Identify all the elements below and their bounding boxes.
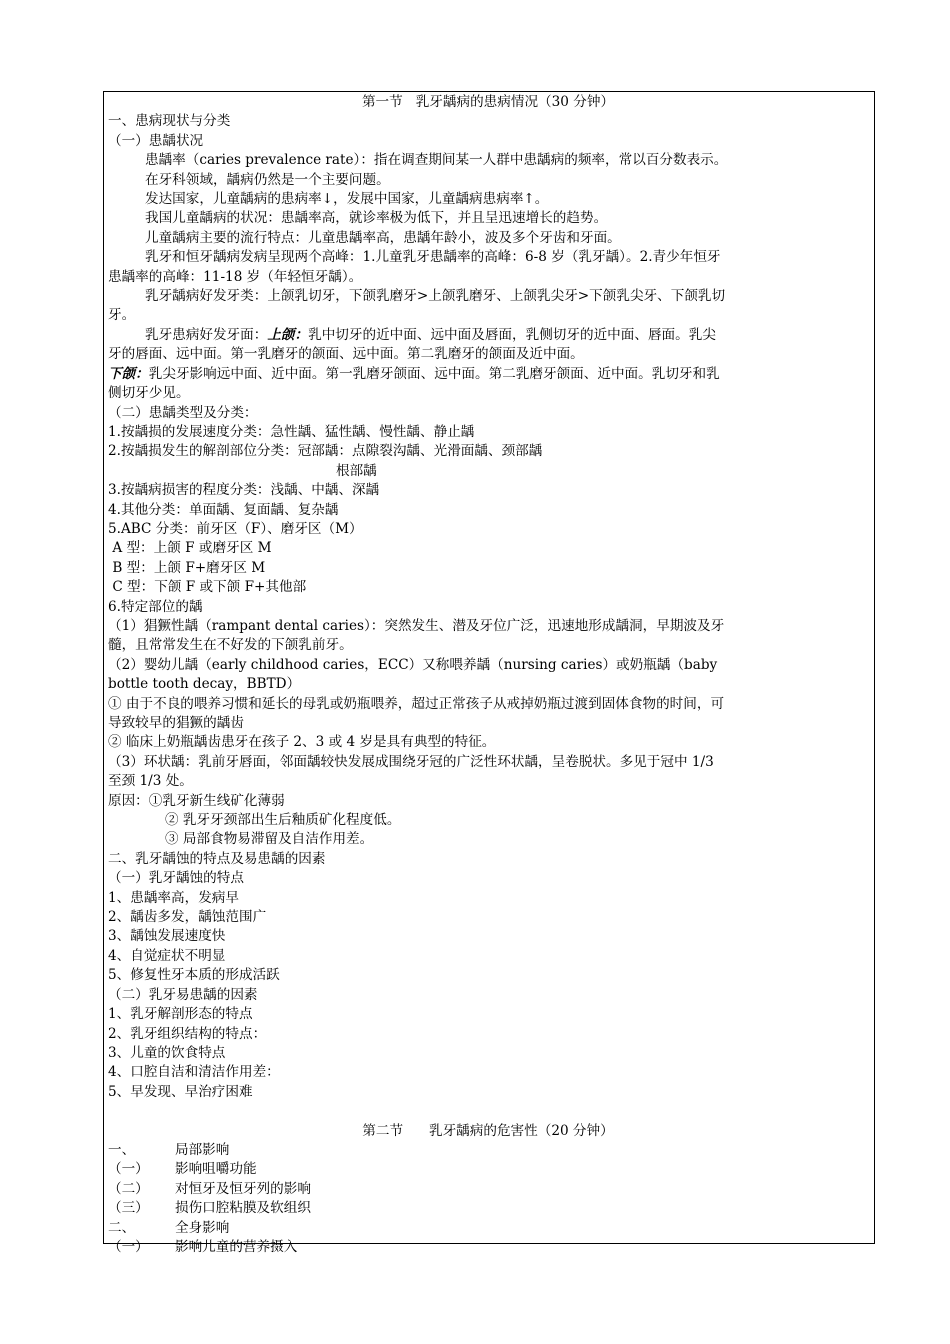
section1-title: 第一节 乳牙龋病的患病情况（30 分钟） (361, 94, 615, 110)
paragraph (108, 326, 868, 345)
paragraph: 患龋率（caries prevalence rate）：指在调查期间某一人群中患龋病的频率，常以百分数表示。 (145, 152, 728, 169)
list-item: 2、乳牙组织结构的特点： (108, 1025, 267, 1042)
paragraph: 乳牙和恒牙龋病发病呈现两个高峰：1.儿童乳牙患龋率的高峰：6-8 岁（乳牙龋）。2.青少年恒牙 (145, 249, 721, 266)
list-item: 4、自觉症状不明显 (108, 947, 226, 964)
outline-text: 影响儿童的营养摄入 (175, 1238, 298, 1255)
outline-text: 影响咀嚼功能 (175, 1161, 257, 1178)
reason-item: ② 乳牙牙颈部出生后釉质矿化程度低。 (165, 812, 401, 829)
paragraph: 患龋率的高峰：11-18 岁（年轻恒牙龋）。 (108, 268, 363, 285)
paragraph: ① 由于不良的喂养习惯和延长的母乳或奶瓶喂养，超过正常孩子从戒掉奶瓶过渡到固体食物的时间，可 (108, 695, 725, 712)
list-item: 2、龋齿多发，龋蚀范围广 (108, 909, 267, 926)
list-item-continuation: 根部龋 (336, 462, 377, 479)
outline-number: 二、 (108, 1219, 136, 1236)
list-item: 1、乳牙解剖形态的特点 (108, 1006, 253, 1023)
outline-text: 对恒牙及恒牙列的影响 (175, 1180, 311, 1197)
list-item: 6.特定部位的龋 (108, 598, 203, 615)
paragraph: （1）猖獗性龋（rampant dental caries）：突然发生、潜及牙位广泛，迅速地形成龋洞，早期波及牙 (108, 617, 725, 634)
outline-text: 全身影响 (175, 1219, 230, 1236)
outline-text: 局部影响 (175, 1141, 230, 1158)
heading-2-2: （二）乳牙易患龋的因素 (108, 986, 258, 1003)
paragraph: 髓，且常常发生在不好发的下颌乳前牙。 (108, 637, 353, 654)
outline-text: 损伤口腔粘膜及软组织 (175, 1200, 311, 1217)
outline-number: （三） (108, 1200, 149, 1217)
list-item: 4.其他分类：单面龋、复面龋、复杂龋 (108, 501, 339, 518)
list-item: 4、口腔自洁和清洁作用差： (108, 1064, 280, 1081)
outline-number: （二） (108, 1180, 149, 1197)
paragraph: 牙。 (108, 307, 136, 324)
paragraph: （3）环状龋：乳前牙唇面，邻面龋较快发展成围绕牙冠的广泛性环状龋，呈卷脱状。多见于冠中 1/3 (108, 753, 714, 770)
label: 乳牙患病好发牙面： (145, 326, 268, 343)
outline-row (108, 1141, 868, 1160)
section2-title: 第二节 乳牙龋病的危害性（20 分钟） (362, 1122, 614, 1139)
outline-number: （一） (108, 1161, 149, 1178)
list-item: 2.按龋损发生的解剖部位分类：冠部龋：点隙裂沟龋、光滑面龋、颈部龋 (108, 443, 543, 460)
outline-number: （一） (108, 1238, 149, 1255)
outline-row (108, 1219, 868, 1238)
paragraph (108, 365, 868, 384)
list-item: B 型：上颌 F+磨牙区 M (108, 559, 266, 576)
document-content (108, 93, 868, 1257)
spacer (108, 1102, 868, 1121)
paragraph: 乳牙龋病好发牙类：上颌乳切牙，下颌乳磨牙>上颌乳磨牙、上颌乳尖牙>下颌乳尖牙、下颌乳切 (145, 288, 726, 305)
outline-row (108, 1238, 868, 1257)
list-item: 1.按龋损的发展速度分类：急性龋、猛性龋、慢性龋、静止龋 (108, 423, 475, 440)
heading-2: 二、乳牙龋蚀的特点及易患龋的因素 (108, 850, 326, 867)
reason-item: ③ 局部食物易滞留及自洁作用差。 (165, 831, 374, 848)
paragraph: 导致较早的猖獗的龋齿 (108, 715, 244, 731)
outline-row (108, 1180, 868, 1199)
paragraph: 发达国家，儿童龋病的患病率↓，发展中国家，儿童龋病患病率↑。 (145, 191, 549, 208)
paragraph: 至颈 1/3 处。 (108, 773, 193, 790)
paragraph: （2）婴幼儿龋（early childhood caries，ECC）又称喂养龋（nursing caries）或奶瓶龋（baby (108, 656, 718, 673)
outline-row (108, 1160, 868, 1179)
list-item: 1、患龋率高，发病早 (108, 889, 239, 906)
list-item: 3.按龋病损害的程度分类：浅龋、中龋、深龋 (108, 482, 380, 499)
paragraph: 侧切牙少见。 (108, 385, 190, 402)
heading-2-1: （一）乳牙龋蚀的特点 (108, 870, 244, 887)
list-item: A 型：上颌 F 或磨牙区 M (108, 540, 272, 557)
paragraph: ② 临床上奶瓶龋齿患牙在孩子 2、3 或 4 岁是具有典型的特征。 (108, 734, 496, 751)
outline-row (108, 1199, 868, 1218)
heading-1-2: （二）患龋类型及分类： (108, 404, 258, 421)
list-item: 5、修复性牙本质的形成活跃 (108, 967, 280, 984)
paragraph: bottle tooth decay，BBTD） (108, 676, 301, 693)
emphasis-lower: 下颌： (108, 365, 149, 382)
reason-item: 原因：①乳牙新生线矿化薄弱 (108, 792, 285, 809)
list-item: 5、早发现、早治疗困难 (108, 1083, 253, 1100)
list-item: 3、龋蚀发展速度快 (108, 928, 226, 945)
heading-1: 一、患病现状与分类 (108, 113, 231, 130)
text: 乳中切牙的近中面、远中面及唇面，乳侧切牙的近中面、唇面。乳尖 (308, 326, 716, 343)
heading-1-1: （一）患龋状况 (108, 132, 204, 149)
paragraph: 儿童龋病主要的流行特点：儿童患龋率高，患龋年龄小，波及多个牙齿和牙面。 (145, 229, 621, 246)
emphasis-upper: 上颌： (267, 326, 309, 343)
text: 乳尖牙影响远中面、近中面。第一乳磨牙颌面、远中面。第二乳磨牙颌面、近中面。乳切牙和乳 (148, 365, 720, 382)
list-item: 3、儿童的饮食特点 (108, 1044, 226, 1061)
paragraph: 我国儿童龋病的状况：患龋率高，就诊率极为低下，并且呈迅速增长的趋势。 (145, 210, 608, 227)
paragraph: 牙的唇面、远中面。第一乳磨牙的颌面、远中面。第二乳磨牙的颌面及近中面。 (108, 346, 584, 363)
outline-number: 一、 (108, 1141, 136, 1158)
list-item: 5.ABC 分类：前牙区（F）、磨牙区（M） (108, 520, 363, 537)
paragraph: 在牙科领域，龋病仍然是一个主要问题。 (145, 171, 390, 188)
list-item: C 型：下颌 F 或下颌 F+其他部 (108, 579, 307, 596)
